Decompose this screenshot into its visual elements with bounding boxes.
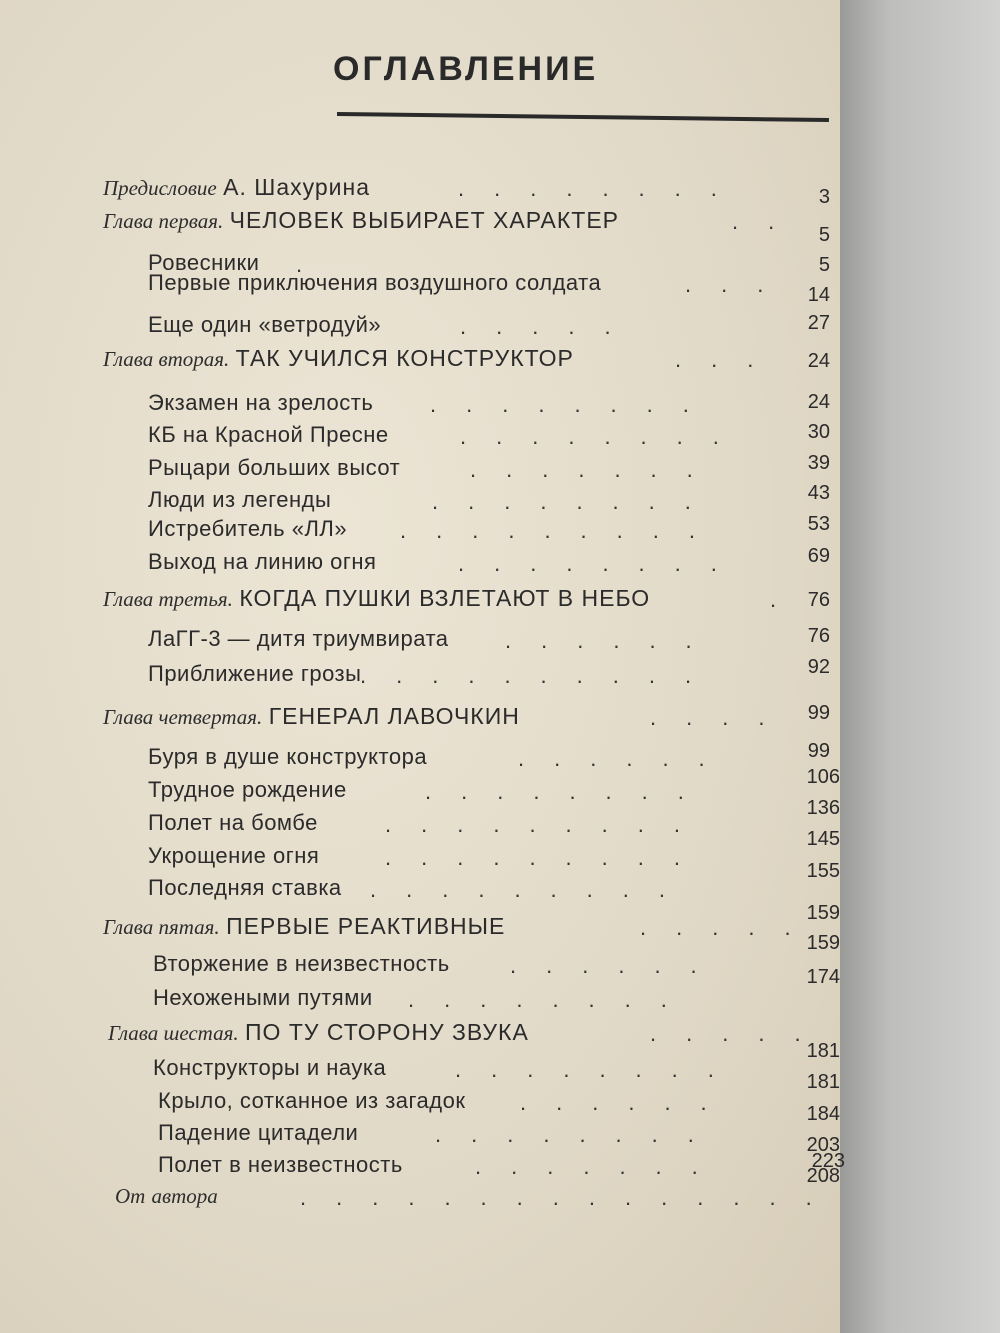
toc-leader-dots: ......... xyxy=(400,518,726,543)
toc-entry-prefix: От xyxy=(115,1184,146,1208)
toc-leader-dots: .... xyxy=(650,705,795,730)
toc-section-title xyxy=(153,1055,386,1081)
toc-section-title xyxy=(148,549,376,575)
toc-leader-dots: ........ xyxy=(458,176,747,201)
toc-leader-dots: ........ xyxy=(408,987,697,1012)
toc-entry-name: ЧЕЛОВЕК ВЫБИРАЕТ ХАРАКТЕР xyxy=(229,207,619,233)
toc-entry-name: ПО ТУ СТОРОНУ ЗВУКА xyxy=(245,1019,529,1045)
toc-page-number: 184 xyxy=(806,1103,840,1125)
toc-page-number: 24 xyxy=(807,391,830,413)
toc-chapter-title xyxy=(103,585,650,612)
toc-leader-dots: . xyxy=(296,252,333,277)
toc-leader-dots: ......... xyxy=(385,845,711,870)
toc-chapter-title xyxy=(108,1019,529,1046)
toc-leader-dots: ... xyxy=(685,272,794,297)
toc-section-title xyxy=(148,422,389,448)
toc-page-number: 136 xyxy=(806,797,840,819)
toc-page-number: 106 xyxy=(806,766,840,788)
toc-entry-name: Ровесники xyxy=(148,250,260,275)
toc-page-number: 203 xyxy=(806,1134,840,1156)
toc-leader-dots: ........ xyxy=(460,424,749,449)
toc-entry-name: Экзамен на зрелость xyxy=(148,390,374,415)
toc-entry-name: ПЕРВЫЕ РЕАКТИВНЫЕ xyxy=(226,913,506,939)
toc-chapter-title xyxy=(103,174,370,201)
toc-page-number: 30 xyxy=(807,421,830,443)
toc-entry-name: Полет на бомбе xyxy=(148,810,318,835)
toc-page-number: 145 xyxy=(806,828,840,850)
toc-section-title xyxy=(158,1120,358,1146)
toc-leader-dots: .......... xyxy=(360,663,722,688)
toc-leader-dots: ...... xyxy=(510,953,727,978)
toc-entry-name: Буря в душе конструктора xyxy=(148,744,428,769)
toc-entry-name: Истребитель «ЛЛ» xyxy=(148,516,348,541)
toc-section-title xyxy=(158,1088,466,1114)
toc-page-number: 223 xyxy=(811,1150,845,1172)
toc-leader-dots: ....... xyxy=(475,1154,728,1179)
toc-page-number: 99 xyxy=(807,740,830,762)
toc-section-title xyxy=(115,1183,218,1209)
toc-leader-dots: ............... xyxy=(300,1185,842,1210)
toc-section-title xyxy=(148,270,601,296)
toc-section-title xyxy=(148,810,318,836)
toc-entry-prefix: Глава шестая. xyxy=(108,1021,239,1045)
toc-leader-dots: ........ xyxy=(455,1057,744,1082)
toc-entry-name: Вторжение в неизвестность xyxy=(153,951,450,976)
toc-entry-name: Конструкторы и наука xyxy=(153,1055,387,1080)
toc-entry-name: Нехожеными путями xyxy=(153,985,373,1010)
toc-section-title xyxy=(148,455,400,481)
toc-entry-name: Трудное рождение xyxy=(148,777,347,802)
toc-entry-name: Первые приключения воздушного солдата xyxy=(148,270,602,295)
toc-entry-name: Последняя ставка xyxy=(148,875,342,900)
toc-page-number: 174 xyxy=(806,966,840,988)
toc-entry-name: Люди из легенды xyxy=(148,487,332,512)
toc-section-title xyxy=(148,744,427,770)
toc-section-title xyxy=(153,951,450,977)
toc-entry-prefix: Глава третья. xyxy=(103,587,233,611)
toc-entry-name: Крыло, сотканное из загадок xyxy=(158,1088,466,1113)
toc-page-number: 76 xyxy=(807,589,830,611)
toc-page-number: 76 xyxy=(807,625,830,647)
toc-section-title xyxy=(153,985,373,1011)
toc-page-number: 43 xyxy=(807,482,830,504)
toc-leader-dots: ........ xyxy=(458,551,747,576)
toc-page-number: 53 xyxy=(807,513,830,535)
toc-section-title xyxy=(148,487,331,513)
toc-page-number: 14 xyxy=(807,284,830,306)
toc-chapter-title xyxy=(103,345,574,372)
toc-entry-name: автора xyxy=(151,1184,218,1208)
toc-entry-name: А. Шахурина xyxy=(223,174,371,200)
toc-page-number: 24 xyxy=(807,350,830,372)
toc-page-number: 3 xyxy=(818,186,830,208)
toc-entry-name: Укрощение огня xyxy=(148,843,320,868)
toc-leader-dots: ........ xyxy=(432,489,721,514)
toc-leader-dots: ......... xyxy=(385,812,711,837)
toc-leader-dots: ........ xyxy=(425,779,714,804)
page-title: ОГЛАВЛЕНИЕ xyxy=(333,50,599,88)
toc-section-title xyxy=(148,661,361,687)
toc-page-number: 181 xyxy=(806,1071,840,1093)
toc-entry-name: Полет в неизвестность xyxy=(158,1152,403,1177)
toc-entry-name: ГЕНЕРАЛ ЛАВОЧКИН xyxy=(268,703,520,729)
toc-entry-prefix: Предисловие xyxy=(103,176,217,200)
toc-chapter-title xyxy=(103,913,505,940)
toc-entry-name: ЛаГГ-3 — дитя триумвирата xyxy=(148,626,449,651)
toc-section-title xyxy=(158,1152,403,1178)
toc-entry-name: Рыцари больших высот xyxy=(148,455,401,480)
toc-page-number: 39 xyxy=(807,452,830,474)
toc-entry-prefix: Глава первая. xyxy=(103,209,224,233)
toc-entry-prefix: Глава четвертая. xyxy=(103,705,263,729)
toc-leader-dots: ....... xyxy=(470,457,723,482)
toc-entry-name: КБ на Красной Пресне xyxy=(148,422,389,447)
toc-page-number: 155 xyxy=(806,860,840,882)
toc-page-number: 159 xyxy=(806,932,840,954)
toc-entry-name: ТАК УЧИЛСЯ КОНСТРУКТОР xyxy=(235,345,574,371)
toc-section-title xyxy=(148,777,347,803)
toc-entry-name: Падение цитадели xyxy=(158,1120,359,1145)
toc-section-title xyxy=(148,390,373,416)
toc-entry-name: Приближение грозы xyxy=(148,661,362,686)
toc-entry-prefix: Глава пятая. xyxy=(103,915,220,939)
toc-entry-name: Выход на линию огня xyxy=(148,549,377,574)
toc-leader-dots: ........ xyxy=(430,392,719,417)
toc-section-title xyxy=(148,843,319,869)
toc-section-title xyxy=(148,516,347,542)
toc-page-number: 181 xyxy=(806,1040,840,1062)
toc-leader-dots: ..... xyxy=(460,314,641,339)
toc-entry-prefix: Глава вторая. xyxy=(103,347,230,371)
toc-section-title xyxy=(148,875,342,901)
toc-leader-dots: ... xyxy=(675,347,784,372)
toc-page-number: 92 xyxy=(807,656,830,678)
toc-chapter-title xyxy=(103,703,520,730)
toc-leader-dots: ........ xyxy=(435,1122,724,1147)
toc-page-number: 159 xyxy=(806,902,840,924)
toc-leader-dots: .. xyxy=(732,209,805,234)
toc-leader-dots: ...... xyxy=(505,628,722,653)
toc-page-number: 27 xyxy=(807,312,830,334)
toc-page-number: 5 xyxy=(818,224,830,246)
toc-leader-dots: . xyxy=(770,587,807,612)
toc-leader-dots: ...... xyxy=(520,1090,737,1115)
toc-page-number: 5 xyxy=(818,254,830,276)
toc-chapter-title xyxy=(103,207,619,234)
toc-section-title xyxy=(148,312,381,338)
toc-page-number: 69 xyxy=(807,545,830,567)
toc-page-number: 99 xyxy=(807,702,830,724)
page-edge xyxy=(840,0,1000,1333)
toc-entry-name: КОГДА ПУШКИ ВЗЛЕТАЮТ В НЕБО xyxy=(239,585,651,611)
toc-page-number: 208 xyxy=(806,1165,840,1187)
toc-leader-dots: ...... xyxy=(518,746,735,771)
toc-leader-dots: ..... xyxy=(650,1021,831,1046)
toc-entry-name: Еще один «ветродуй» xyxy=(148,312,382,337)
toc-section-title xyxy=(148,626,449,652)
toc-leader-dots: ..... xyxy=(640,915,821,940)
toc-leader-dots: ......... xyxy=(370,877,696,902)
